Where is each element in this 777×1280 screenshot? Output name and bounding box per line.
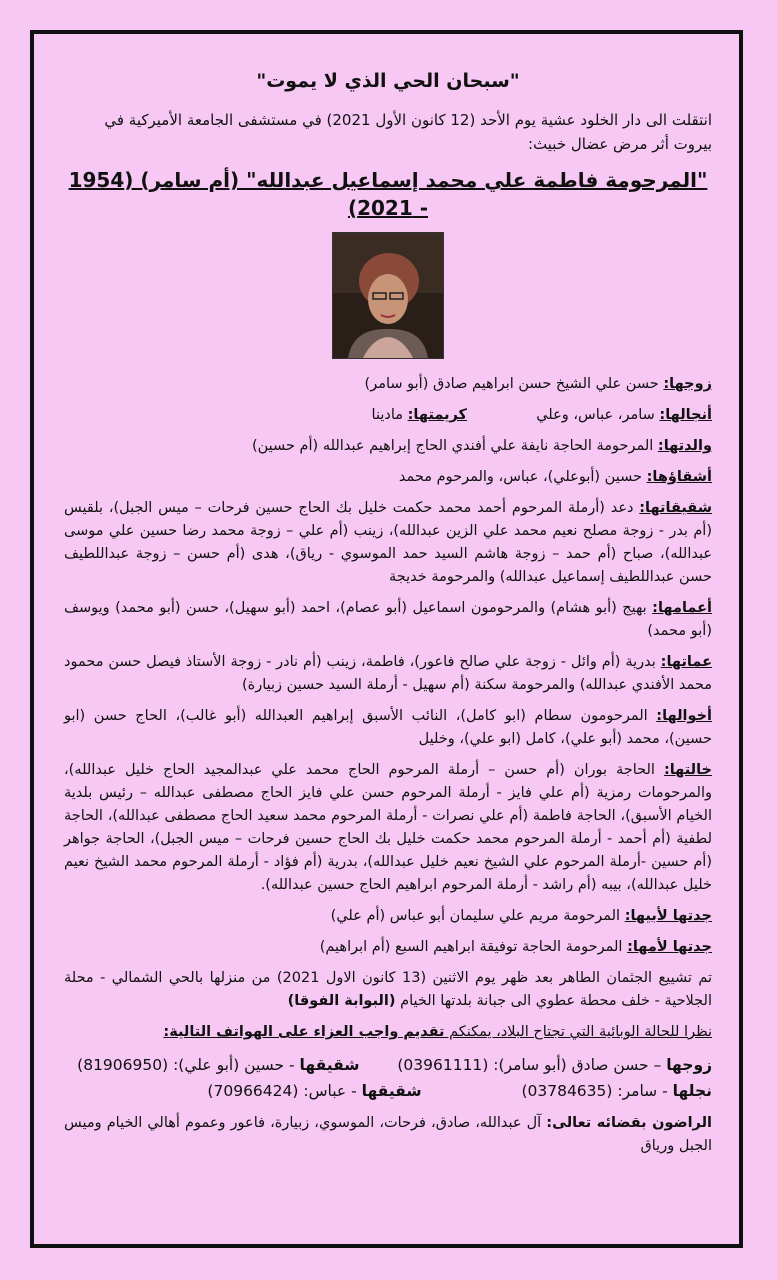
paternal-grandmother-label: جدتها لأبيها: [624, 908, 712, 924]
sisters-row [64, 497, 712, 589]
paternal-uncles-text: بهيج (أبو هشام) والمرحومون اسماعيل (أبو عصام)، احمد (أبو سهيل)، حسن (أبو محمد) ويوسف (أبو محمد) [64, 600, 712, 639]
brothers-row [64, 466, 712, 489]
paternal-grandmother-row [64, 905, 712, 928]
spouse-text: حسن علي الشيخ حسن ابراهيم صادق (أبو سامر) [364, 376, 659, 392]
obituary [64, 62, 712, 1166]
maternal-grandmother-label: جدتها لأمها: [627, 939, 712, 955]
brothers-text: حسين (أبوعلي)، عباس، والمرحوم محمد [398, 469, 642, 485]
daughter-label: كريمتها: [407, 407, 467, 423]
mourners-row [64, 1112, 712, 1158]
paternal-grandmother-text: المرحومة مريم علي سليمان أبو عباس (أم علي) [330, 908, 621, 924]
funeral-place: (البوابة الفوقا) [287, 993, 396, 1009]
maternal-uncles-text: المرحومون سطام (ابو كامل)، النائب الأسبق إبراهيم العبدالله (أبو غالب)، الحاج حسن (ابو حسين)، محمد (أبو علي)، كامل (ابو علي)، وخليل [64, 708, 712, 747]
brother2-phone-label: شقيقها [361, 1082, 422, 1100]
maternal-aunts-label: خالتها: [663, 762, 713, 778]
husband-phone-text: – حسن صادق (أبو سامر): (03961111) [397, 1056, 662, 1074]
maternal-aunts-row [64, 759, 712, 897]
sons-text: سامر، عباس، وعلي [536, 407, 655, 423]
paternal-aunts-row [64, 651, 712, 697]
brother2-phone-text: - عباس: (70966424) [207, 1082, 357, 1100]
son-phone-label: نجلها [672, 1082, 712, 1100]
paternal-aunts-label: عماتها: [660, 654, 712, 670]
mother-row [64, 435, 712, 458]
funeral-row [64, 967, 712, 1013]
intro-text: انتقلت الى دار الخلود عشية يوم الأحد (12 كانون الأول 2021) في مستشفى الجامعة الأميركية في بيروت أثر مرض عضال خبيث: [104, 111, 712, 153]
maternal-grandmother-text: المرحومة الحاجة توفيقة ابراهيم السبع (أم ابراهيم) [319, 939, 623, 955]
deceased-name: "المرحومة فاطمة علي محمد إسماعيل عبدالله" (أم سامر) (1954 - 2021) [68, 168, 708, 220]
condolence-emphasis: تقديم واجب العزاء على الهواتف التالية: [163, 1024, 445, 1040]
funeral-text: تم تشييع الجثمان الطاهر بعد ظهر يوم الاثنين (13 كانون الاول 2021) من منزلها بالحي الشمالي - محلة الجلاحية - خلف محطة عطوي الى جبانة بلدتها الخيام [64, 970, 713, 1009]
maternal-uncles-row [64, 705, 712, 751]
sons-label: أنجالها: [659, 407, 712, 423]
mother-text: المرحومة الحاجة نايفة علي أفندي الحاج إبراهيم عبدالله (أم حسين) [251, 438, 654, 454]
maternal-aunts-text: الحاجة بوران (أم حسن – أرملة المرحوم الحاج محمد علي عبدالمجيد الحاج خليل عبدالله)، والمرحومات رمزية (أم علي فايز - أرملة المرحوم حسن علي فايز الحاج مصطفى عبدالله – رئيس بلدية الخيام الأسبق)، الحاجة فاطمة (أم علي نصرات - أرملة المرحوم محمد سعيد الحاج مصطفى عبدالله)، الحاجة لطفية (أم أحمد - أرملة المرحوم محمد حكمت خليل بك الحاج حسين فرحات – ميس الجبل)، الحاجة جواهر (أم حسين -أرملة المرحوم علي الشيخ نعيم خليل عبدالله)، بدرية (أم فؤاد - أرملة المرحوم محمد الشيخ نعيم خليل عبدالله)، بيبه (أم راشد - أرملة المرحوم ابراهيم الحاج حسين عبدالله). [64, 762, 712, 893]
daughter-text: مادينا [371, 407, 404, 423]
phone-row-1 [64, 1052, 712, 1078]
condolence-text: نظرا للحالة الوبائية التي تجتاح البلاد، يمكنكم [444, 1024, 712, 1040]
son-phone-text: - سامر: (03784635) [521, 1082, 668, 1100]
brother1-phone-text: - حسين (أبو علي): (81906950) [77, 1056, 295, 1074]
paternal-uncles-row [64, 597, 712, 643]
spouse-row [64, 373, 712, 396]
brothers-label: أشقاؤها: [646, 469, 712, 485]
maternal-grandmother-row [64, 936, 712, 959]
spouse-label: زوجها: [663, 376, 712, 392]
deceased-photo [332, 232, 444, 359]
husband-phone-label: زوجها [666, 1056, 712, 1074]
maternal-uncles-label: أخوالها: [656, 708, 713, 724]
sisters-text: دعد (أرملة المرحوم أحمد محمد حكمت خليل بك الحاج حسين فرحات – ميس الجبل)، بلقيس (أم بدر - زوجة مصلح نعيم محمد علي الزين عبدالله)، زينب (أم علي – زوجة محمد رضا حسين علي موسى عبدالله)، صباح (أم حمد – زوجة هاشم السيد حمد الموسوي - رياق)، هدى (أم حسن – زوجة عبداللطيف حسن عبداللطيف إسماعيل عبدالله) والمرحومة خديجة [64, 500, 712, 585]
mourners-text: آل عبدالله، صادق، فرحات، الموسوي، زبيارة، فاعور وعموم أهالي الخيام وميس الجبل ورياق [64, 1115, 712, 1154]
children-row [64, 404, 712, 427]
sisters-label: شقيقاتها: [639, 500, 712, 516]
phone-row-2 [64, 1078, 712, 1104]
paternal-uncles-label: أعمامها: [652, 600, 712, 616]
brother1-phone-label: شقيقها [299, 1056, 360, 1074]
mother-label: والدتها: [657, 438, 712, 454]
condolence-row [64, 1021, 712, 1044]
paternal-aunts-text: بدرية (أم وائل - زوجة علي صالح فاعور)، فاطمة، زينب (أم نادر - زوجة الأستاذ فيصل حسن محمود محمد الأفندي عبدالله) والمرحومة سكنة (أم سهيل - أرملة السيد حسين زبيارة) [64, 654, 712, 693]
page-title: "سبحان الحي الذي لا يموت" [256, 70, 520, 92]
portrait-image [333, 233, 443, 358]
mourners-label: الراضون بقضائه تعالى: [546, 1115, 712, 1131]
